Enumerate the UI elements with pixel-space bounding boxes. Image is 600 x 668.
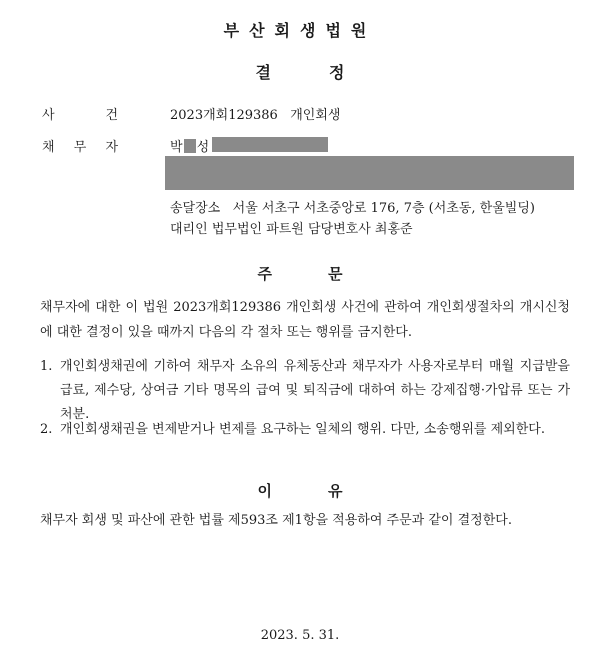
case-label-char-1: 사 [42, 108, 55, 123]
debtor-name-first: 박 [170, 140, 183, 155]
document-type: 결정 [255, 63, 403, 82]
court-name: 부산회생법원 [223, 21, 377, 40]
debtor-label [42, 136, 118, 155]
order-heading: 주문 [257, 265, 399, 283]
venue-label: 송달장소 [170, 201, 221, 216]
debtor-name-rest-redaction [212, 137, 328, 152]
debtor-name-mid: 성 [196, 140, 210, 155]
debtor-label-char-2: 무 [73, 140, 87, 155]
reason-heading: 이유 [257, 482, 399, 500]
case-number: 2023개회129386 [170, 108, 278, 123]
debtor-name-redaction [184, 139, 196, 153]
decision-date: 2023. 5. 31. [260, 628, 340, 643]
debtor-label-char-1: 채 [42, 140, 55, 155]
order-item-2 [40, 418, 570, 442]
reason-text: 채무자 회생 및 파산에 관한 법률 제593조 제1항을 적용하여 주문과 같이 결정한다. [40, 513, 512, 528]
venue-line [170, 197, 535, 216]
order-item-1-number: 1. [40, 359, 53, 374]
debtor-label-char-3: 자 [105, 140, 118, 155]
case-line [170, 104, 340, 123]
order-item-2-text: 개인회생채권을 변제받거나 변제를 요구하는 일체의 행위. 다만, 소송행위를 제외한다. [60, 422, 545, 437]
debtor-address-redaction [165, 156, 574, 190]
case-label-char-2: 건 [105, 108, 118, 123]
order-item-1 [40, 355, 570, 427]
case-type: 개인회생 [290, 108, 341, 123]
agent-label: 대리인 [170, 222, 208, 237]
agent-line [170, 218, 413, 237]
venue-address: 서울 서초구 서초중앙로 176, 7층 (서초동, 한울빌딩) [232, 201, 535, 216]
order-item-2-number: 2. [40, 422, 53, 437]
case-label [42, 104, 118, 123]
order-item-1-text: 개인회생채권에 기하여 채무자 소유의 유체동산과 채무자가 사용자로부터 매월 지급받을 급료, 제수당, 상여금 기타 명목의 급여 및 퇴직금에 대하여 하는 강제집행·가압류 또는 가처분. [60, 359, 570, 422]
order-intro: 채무자에 대한 이 법원 2023개회129386 개인회생 사건에 관하여 개인회생절차의 개시신청에 대한 결정이 있을 때까지 다음의 각 절차 또는 행위를 금지한다. [40, 300, 570, 340]
debtor-name [170, 136, 209, 155]
agent-value: 법무법인 파트원 담당변호사 최홍준 [211, 222, 413, 237]
